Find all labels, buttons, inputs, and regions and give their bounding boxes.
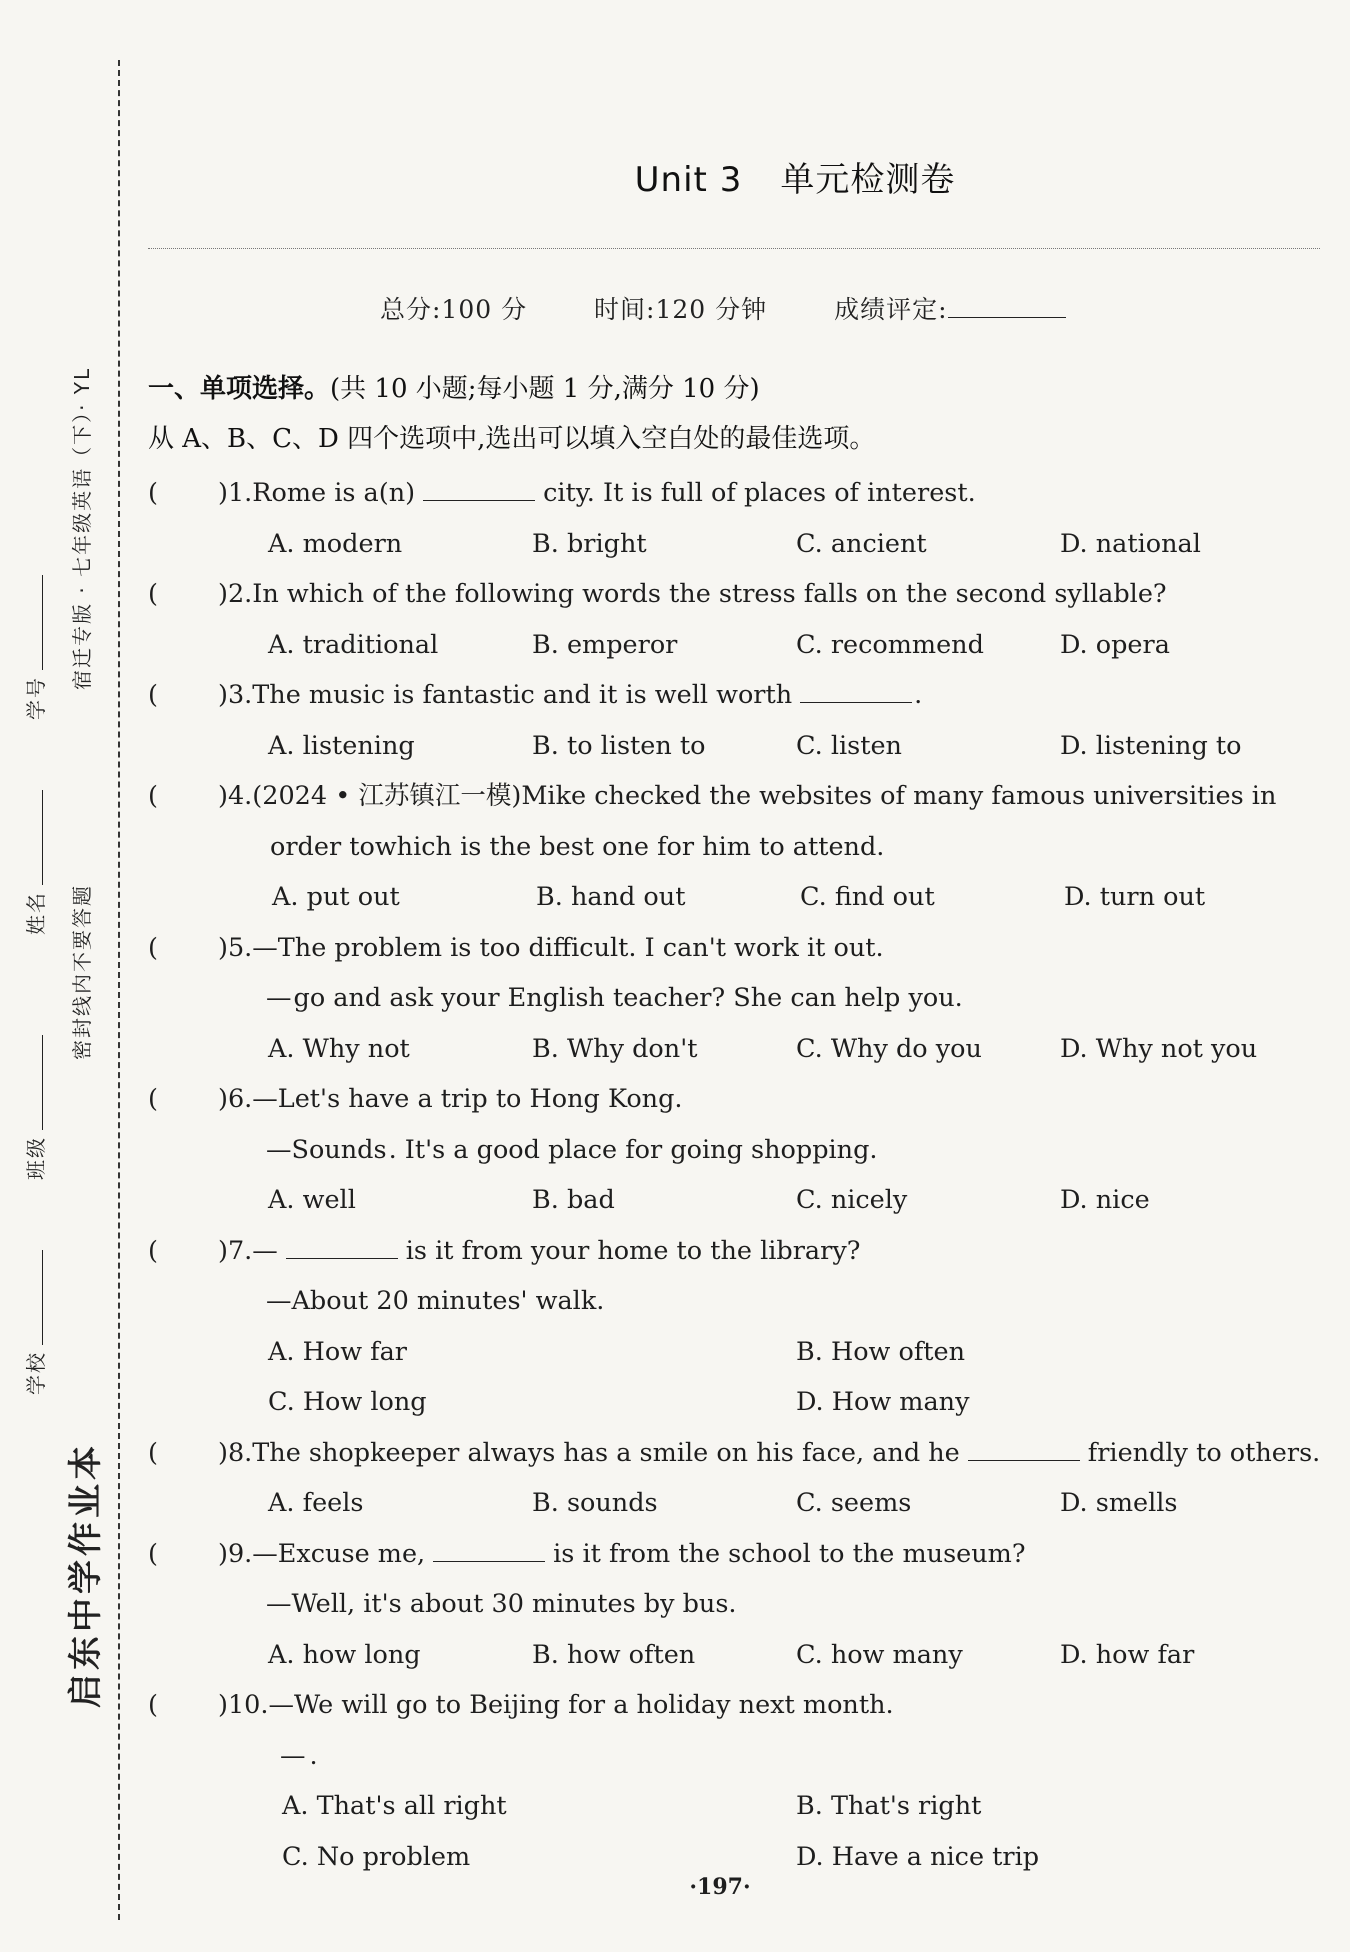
option-d[interactable]: D. how far: [1060, 1639, 1195, 1670]
option-c[interactable]: C. nicely: [796, 1185, 908, 1215]
option-b[interactable]: B. how often: [532, 1639, 696, 1670]
option-d[interactable]: D. smells: [1060, 1488, 1178, 1518]
question-stem: [218, 923, 884, 973]
stem-text: The shopkeeper always has a smile on his face, and he: [252, 1437, 960, 1468]
option-a[interactable]: A. how long: [268, 1639, 421, 1670]
line2-text: order to: [270, 831, 375, 862]
option-d[interactable]: D. listening to: [1060, 730, 1242, 761]
option-d[interactable]: D. turn out: [1064, 882, 1206, 912]
option-b[interactable]: B. to listen to: [532, 730, 706, 761]
question-4: [148, 771, 1318, 821]
question-line-2: [270, 822, 884, 872]
line2-text: —: [280, 1740, 306, 1771]
question-5: [148, 923, 1318, 973]
question-stem: [218, 1226, 860, 1276]
stem-text: —We will go to Beijing for a holiday next month.: [268, 1690, 894, 1720]
answer-paren[interactable]: (: [148, 1437, 158, 1468]
id-blank[interactable]: [42, 575, 43, 670]
option-b[interactable]: B. That's right: [796, 1791, 982, 1821]
option-d[interactable]: D. national: [1060, 528, 1201, 559]
option-c[interactable]: C. listen: [796, 730, 902, 761]
id-label: 学号: [24, 676, 48, 720]
option-b[interactable]: B. hand out: [536, 882, 686, 912]
option-a[interactable]: A. modern: [268, 528, 403, 559]
option-a[interactable]: A. well: [268, 1185, 356, 1215]
section-heading-note: (共 10 小题;每小题 1 分,满分 10 分): [330, 374, 760, 404]
name-label: 姓名: [24, 891, 48, 935]
seal-dashed-line: [118, 60, 120, 1920]
total-score: 总分:100 分: [380, 295, 528, 324]
option-c[interactable]: C. seems: [796, 1488, 912, 1518]
answer-blank[interactable]: [433, 1560, 545, 1562]
option-a[interactable]: A. feels: [268, 1488, 364, 1518]
option-a[interactable]: A. That's all right: [282, 1791, 507, 1821]
publisher-name: 启东中学作业本: [66, 1442, 106, 1708]
line2-text-after: which is the best one for him to attend.: [374, 831, 885, 862]
answer-paren[interactable]: (: [148, 680, 158, 710]
answer-blank[interactable]: [968, 1459, 1080, 1461]
stem-text: —Excuse me,: [252, 1538, 426, 1569]
option-a[interactable]: A. put out: [272, 882, 400, 912]
school-blank[interactable]: [42, 1250, 43, 1345]
answer-paren[interactable]: (: [148, 1084, 158, 1114]
question-line-2: [266, 1125, 878, 1175]
binding-strip: [0, 0, 135, 1952]
school-label: 学校: [24, 1351, 48, 1395]
question-stem: [218, 468, 976, 518]
answer-paren[interactable]: (: [148, 932, 158, 963]
option-d[interactable]: D. Why not you: [1060, 1033, 1258, 1064]
question-number: )6.: [218, 1084, 253, 1114]
exam-time: 时间:120 分钟: [594, 295, 768, 324]
section-instruction: 从 A、B、C、D 四个选项中,选出可以填入空白处的最佳选项。: [148, 424, 876, 454]
stem-text-after: is it from your home to the library?: [405, 1235, 861, 1266]
class-field: [20, 1029, 49, 1180]
question-number: )9.: [218, 1538, 253, 1569]
answer-paren[interactable]: (: [148, 579, 158, 609]
option-b[interactable]: B. How often: [796, 1336, 966, 1367]
option-d[interactable]: D. opera: [1060, 629, 1170, 660]
name-blank[interactable]: [42, 790, 43, 885]
school-field: [20, 1244, 49, 1395]
stem-text: In which of the following words the stress falls on the second syllable?: [252, 579, 1167, 609]
question-line-2: [266, 973, 963, 1023]
stem-text: —: [252, 1235, 278, 1266]
option-a[interactable]: A. Why not: [268, 1033, 410, 1064]
question-stem: [218, 670, 922, 720]
grade-blank[interactable]: [948, 317, 1066, 318]
line2-text: —Well, it's about 30 minutes by bus.: [266, 1589, 737, 1619]
question-6: [148, 1074, 1318, 1124]
section-heading: [148, 368, 760, 405]
seal-note: 密封线内不要答题: [70, 884, 94, 1060]
line2-text: —: [266, 983, 292, 1013]
question-stem: [218, 1428, 1320, 1478]
question-stem: [218, 1680, 894, 1730]
answer-blank[interactable]: [800, 701, 912, 703]
question-number: )5.: [218, 932, 253, 963]
option-b[interactable]: B. emperor: [532, 629, 678, 660]
stem-text: (2024 • 江苏镇江一模)Mike checked the websites of many famous universities in: [252, 781, 1277, 811]
option-a[interactable]: A. listening: [268, 730, 415, 761]
class-blank[interactable]: [42, 1035, 43, 1130]
stem-text-after: is it from the school to the museum?: [553, 1538, 1026, 1569]
name-field: [20, 784, 49, 935]
option-c[interactable]: C. how many: [796, 1639, 963, 1670]
answer-blank[interactable]: [423, 499, 535, 501]
score-info: [380, 290, 1066, 326]
line2-text-after: .: [309, 1740, 318, 1771]
binding-top-text: 宿迁专版 · 七年级英语（下）· YL: [70, 366, 94, 690]
stem-text: Rome is a(n): [252, 478, 416, 508]
question-8: [148, 1428, 1321, 1478]
header-rule: [148, 248, 1320, 249]
question-line-2: [266, 1579, 737, 1629]
question-number: )4.: [218, 781, 253, 811]
option-c[interactable]: C. How long: [268, 1387, 427, 1417]
option-b[interactable]: B. Why don't: [532, 1033, 698, 1064]
question-9: [148, 1529, 1318, 1579]
question-stem: [218, 1529, 1026, 1579]
question-number: )2.: [218, 579, 253, 609]
title-text: 单元检测卷: [780, 160, 956, 200]
option-c[interactable]: C. recommend: [796, 629, 984, 660]
option-b[interactable]: B. bright: [532, 528, 647, 559]
option-a[interactable]: A. traditional: [268, 629, 439, 660]
stem-text: —The problem is too difficult. I can't work it out.: [252, 932, 884, 963]
line2-text-after: . It's a good place for going shopping.: [388, 1134, 878, 1165]
question-number: )8.: [218, 1437, 253, 1468]
line2-text: —About 20 minutes' walk.: [266, 1286, 605, 1316]
answer-paren[interactable]: (: [148, 1235, 158, 1266]
option-a[interactable]: A. How far: [268, 1336, 407, 1367]
question-stem: [218, 1074, 683, 1124]
question-number: )7.: [218, 1235, 253, 1266]
option-c[interactable]: C. find out: [800, 882, 935, 912]
question-number: )1.: [218, 478, 253, 508]
answer-paren[interactable]: (: [148, 1538, 158, 1569]
option-c[interactable]: C. ancient: [796, 528, 927, 559]
stem-text-after: city. It is full of places of interest.: [543, 478, 976, 508]
question-2: [148, 569, 1318, 619]
page-title: [0, 152, 1350, 201]
answer-paren[interactable]: (: [148, 478, 158, 508]
question-number: )3.: [218, 680, 253, 710]
option-b[interactable]: B. bad: [532, 1185, 615, 1215]
option-b[interactable]: B. sounds: [532, 1488, 658, 1518]
line2-text: —Sounds: [266, 1134, 387, 1165]
option-d[interactable]: D. Have a nice trip: [796, 1841, 1040, 1872]
question-line-2: [280, 1731, 318, 1781]
stem-text-after: friendly to others.: [1087, 1437, 1321, 1468]
question-10: [148, 1680, 1318, 1730]
question-stem: [218, 771, 1276, 821]
grade-label: 成绩评定:: [834, 295, 948, 324]
line2-text-after: go and ask your English teacher? She can help you.: [293, 983, 963, 1013]
question-stem: [218, 569, 1167, 619]
section-heading-title: 一、单项选择。: [148, 374, 331, 404]
answer-paren[interactable]: (: [148, 781, 158, 811]
question-number: )10.: [218, 1690, 269, 1720]
option-d[interactable]: D. nice: [1060, 1185, 1150, 1215]
question-7: [148, 1226, 1318, 1276]
stem-text: The music is fantastic and it is well worth: [252, 680, 793, 710]
option-c[interactable]: C. No problem: [282, 1841, 471, 1872]
id-field: [20, 569, 49, 720]
class-label: 班级: [24, 1136, 48, 1180]
answer-paren[interactable]: (: [148, 1690, 158, 1720]
stem-text: —Let's have a trip to Hong Kong.: [252, 1084, 683, 1114]
question-3: [148, 670, 1318, 720]
option-d[interactable]: D. How many: [796, 1387, 970, 1417]
option-c[interactable]: C. Why do you: [796, 1033, 982, 1064]
page-number: ·197·: [689, 1874, 751, 1900]
question-line-2: [266, 1276, 604, 1326]
answer-blank[interactable]: [286, 1257, 398, 1259]
question-1: [148, 468, 1318, 518]
stem-text-after: .: [914, 680, 923, 710]
unit-label: Unit 3: [634, 160, 743, 200]
